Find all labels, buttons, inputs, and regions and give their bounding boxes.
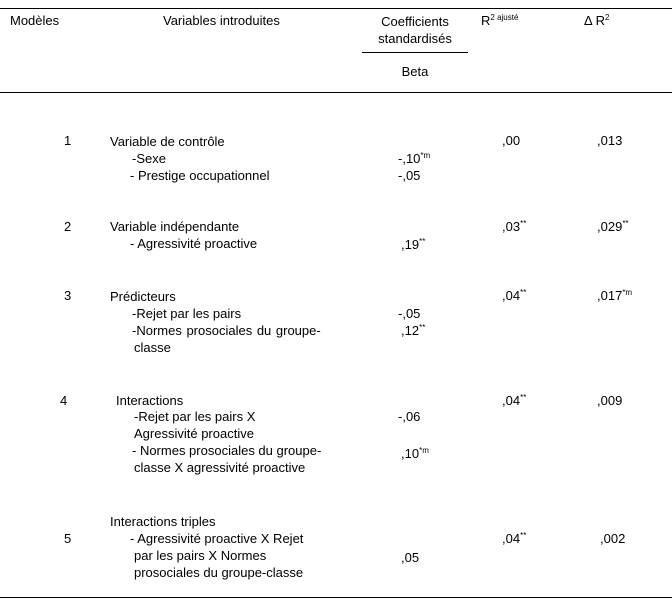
r2-value	[502, 133, 520, 148]
header-delta-base: Δ R	[584, 13, 605, 28]
beta-number: ,05	[401, 550, 420, 565]
header-delta-r2	[584, 13, 609, 28]
delta-r2-value	[597, 219, 629, 234]
model-variable: - Agressivité proactive X Rejet	[130, 531, 304, 546]
beta-significance: *m	[419, 446, 429, 455]
delta-r2-value	[597, 288, 632, 303]
beta-value	[398, 409, 420, 424]
model-number: 1	[64, 133, 72, 148]
header-r2-sup: 2 ajusté	[490, 13, 519, 22]
header-coefficients	[362, 13, 468, 47]
r2-significance: **	[520, 531, 527, 540]
header-beta: Beta	[401, 64, 429, 79]
delta-r2-number: ,013	[597, 133, 623, 148]
model-variable: prosociales du groupe-classe	[134, 565, 304, 580]
header-coefficients-line1: Coefficients	[381, 14, 449, 29]
header-variables: Variables introduites	[163, 13, 280, 28]
delta-r2-value	[597, 133, 622, 148]
model-variable: - Agressivité proactive	[130, 236, 258, 251]
beta-number: ,10	[401, 446, 420, 461]
model-variable: - Normes prosociales du groupe-	[132, 443, 322, 458]
header-coefficients-line2: standardisés	[378, 31, 452, 46]
model-variable: -Rejet par les pairs X	[134, 409, 256, 424]
model-number: 3	[64, 288, 72, 303]
header-bottom-rule	[0, 92, 672, 93]
beta-value	[401, 550, 419, 565]
header-r2-adjusted	[481, 13, 518, 28]
delta-r2-significance: *m	[622, 288, 633, 297]
model-group-label: Prédicteurs	[110, 289, 176, 304]
model-variable: classe	[134, 340, 171, 355]
model-variable: par les pairs X Normes	[134, 548, 267, 563]
model-variable: -Normes prosociales du groupe-	[132, 323, 321, 338]
table-top-rule	[0, 8, 672, 9]
delta-r2-number: ,017	[597, 288, 623, 303]
delta-r2-number: ,009	[597, 393, 623, 408]
header-models: Modèles	[10, 13, 60, 28]
coefficients-subheader-rule	[362, 52, 468, 53]
model-group-label: Interactions triples	[110, 514, 216, 529]
header-r2-base: R	[481, 13, 491, 28]
table-bottom-rule	[0, 597, 672, 598]
beta-value	[398, 151, 430, 166]
r2-value	[502, 393, 526, 408]
r2-value	[502, 219, 526, 234]
beta-significance: *m	[420, 151, 431, 160]
delta-r2-number: ,029	[597, 219, 623, 234]
model-variable: -Rejet par les pairs	[132, 306, 242, 321]
r2-number: ,04	[502, 288, 521, 303]
delta-r2-value	[600, 531, 625, 546]
model-number: 2	[64, 219, 72, 234]
delta-r2-significance: **	[622, 219, 629, 228]
model-number: 5	[64, 531, 72, 546]
beta-significance: **	[419, 237, 426, 246]
r2-number: ,03	[502, 219, 521, 234]
beta-value	[398, 306, 420, 321]
beta-value	[401, 323, 425, 338]
beta-significance: **	[419, 323, 426, 332]
model-variable: Agressivité proactive	[134, 426, 254, 441]
r2-number: ,04	[502, 531, 521, 546]
delta-r2-value	[597, 393, 622, 408]
header-delta-sup: 2	[604, 13, 610, 22]
beta-number: -,10	[398, 151, 421, 166]
model-group-label: Variable indépendante	[110, 219, 240, 234]
beta-number: ,12	[401, 323, 420, 338]
r2-number: ,04	[502, 393, 521, 408]
r2-number: ,00	[502, 133, 521, 148]
model-variable: -Sexe	[132, 151, 166, 166]
model-group-label: Interactions	[116, 393, 184, 408]
beta-value	[401, 446, 429, 461]
model-variable: classe X agressivité proactive	[134, 460, 306, 475]
beta-number: -,06	[398, 409, 421, 424]
r2-value	[502, 531, 526, 546]
r2-significance: **	[520, 393, 527, 402]
beta-number: ,19	[401, 237, 420, 252]
r2-significance: **	[520, 288, 527, 297]
beta-value	[398, 168, 420, 183]
r2-value	[502, 288, 526, 303]
model-variable: - Prestige occupationnel	[130, 168, 270, 183]
beta-number: -,05	[398, 306, 421, 321]
beta-value	[401, 237, 425, 252]
delta-r2-number: ,002	[600, 531, 626, 546]
beta-number: -,05	[398, 168, 421, 183]
r2-significance: **	[520, 219, 527, 228]
model-group-label: Variable de contrôle	[110, 134, 225, 149]
model-number: 4	[60, 393, 68, 408]
